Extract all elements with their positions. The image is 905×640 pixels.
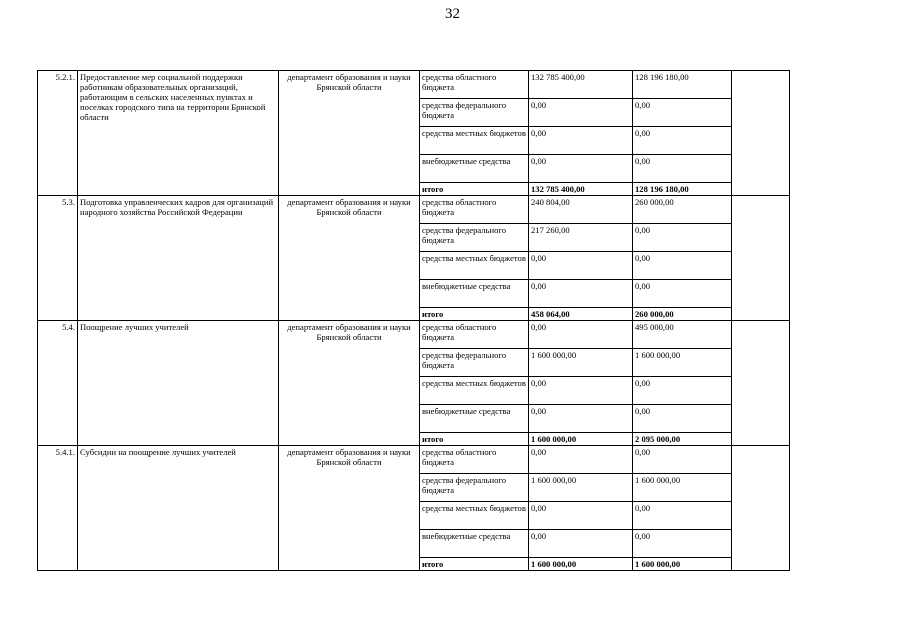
value-cell: 0,00 bbox=[529, 280, 633, 308]
source-label: средства местных бюджетов bbox=[420, 252, 529, 280]
value-cell: 0,00 bbox=[633, 446, 732, 474]
item-name: Поощрение лучших учителей bbox=[78, 321, 279, 446]
source-label: средства местных бюджетов bbox=[420, 377, 529, 405]
item-name: Субсидии на поощрение лучших учителей bbox=[78, 446, 279, 571]
value-cell: 217 260,00 bbox=[529, 224, 633, 252]
item-executor: департамент образования и науки Брянской области bbox=[279, 71, 420, 196]
value-cell: 0,00 bbox=[633, 502, 732, 530]
source-label: средства федерального бюджета bbox=[420, 99, 529, 127]
value-cell: 0,00 bbox=[529, 502, 633, 530]
source-label: внебюджетные средства bbox=[420, 405, 529, 433]
page-number: 32 bbox=[445, 6, 460, 22]
total-value: 1 600 000,00 bbox=[529, 558, 633, 571]
value-cell: 240 804,00 bbox=[529, 196, 633, 224]
total-value: 1 600 000,00 bbox=[633, 558, 732, 571]
empty-cell bbox=[732, 321, 790, 446]
value-cell: 0,00 bbox=[529, 155, 633, 183]
table-row bbox=[38, 196, 790, 224]
empty-cell bbox=[732, 71, 790, 196]
table-row bbox=[38, 321, 790, 349]
source-label: внебюджетные средства bbox=[420, 530, 529, 558]
empty-cell bbox=[732, 446, 790, 571]
value-cell: 0,00 bbox=[529, 321, 633, 349]
value-cell: 0,00 bbox=[633, 252, 732, 280]
item-number: 5.4.1. bbox=[38, 446, 78, 571]
source-label: средства областного бюджета bbox=[420, 321, 529, 349]
item-name: Предоставление мер социальной поддержки работникам образовательных организаций, работающим в сельских населенных пунктах и поселках городского типа на территории Брянской области bbox=[78, 71, 279, 196]
value-cell: 0,00 bbox=[529, 530, 633, 558]
total-value: 128 196 180,00 bbox=[633, 183, 732, 196]
value-cell: 495 000,00 bbox=[633, 321, 732, 349]
empty-cell bbox=[732, 196, 790, 321]
value-cell: 1 600 000,00 bbox=[529, 474, 633, 502]
source-label: средства федерального бюджета bbox=[420, 474, 529, 502]
source-label: средства местных бюджетов bbox=[420, 127, 529, 155]
item-executor: департамент образования и науки Брянской области bbox=[279, 446, 420, 571]
source-label: средства федерального бюджета bbox=[420, 349, 529, 377]
value-cell: 0,00 bbox=[529, 127, 633, 155]
value-cell: 0,00 bbox=[529, 405, 633, 433]
table-row bbox=[38, 446, 790, 474]
source-label: средства областного бюджета bbox=[420, 71, 529, 99]
value-cell: 1 600 000,00 bbox=[633, 474, 732, 502]
total-label: итого bbox=[420, 433, 529, 446]
item-number: 5.2.1. bbox=[38, 71, 78, 196]
item-number: 5.4. bbox=[38, 321, 78, 446]
value-cell: 0,00 bbox=[633, 127, 732, 155]
value-cell: 128 196 180,00 bbox=[633, 71, 732, 99]
item-number: 5.3. bbox=[38, 196, 78, 321]
value-cell: 0,00 bbox=[529, 446, 633, 474]
value-cell: 260 000,00 bbox=[633, 196, 732, 224]
budget-table bbox=[37, 70, 790, 571]
value-cell: 0,00 bbox=[529, 377, 633, 405]
value-cell: 1 600 000,00 bbox=[633, 349, 732, 377]
value-cell: 0,00 bbox=[633, 224, 732, 252]
value-cell: 0,00 bbox=[633, 99, 732, 127]
item-name: Подготовка управленческих кадров для организаций народного хозяйства Российской Федерации bbox=[78, 196, 279, 321]
source-label: внебюджетные средства bbox=[420, 155, 529, 183]
total-value: 260 000,00 bbox=[633, 308, 732, 321]
table-row bbox=[38, 71, 790, 99]
total-label: итого bbox=[420, 308, 529, 321]
value-cell: 0,00 bbox=[529, 99, 633, 127]
value-cell: 132 785 400,00 bbox=[529, 71, 633, 99]
source-label: средства федерального бюджета bbox=[420, 224, 529, 252]
value-cell: 0,00 bbox=[633, 405, 732, 433]
total-value: 132 785 400,00 bbox=[529, 183, 633, 196]
total-value: 2 095 000,00 bbox=[633, 433, 732, 446]
value-cell: 0,00 bbox=[633, 280, 732, 308]
total-value: 1 600 000,00 bbox=[529, 433, 633, 446]
item-executor: департамент образования и науки Брянской области bbox=[279, 321, 420, 446]
value-cell: 1 600 000,00 bbox=[529, 349, 633, 377]
total-label: итого bbox=[420, 183, 529, 196]
item-executor: департамент образования и науки Брянской области bbox=[279, 196, 420, 321]
value-cell: 0,00 bbox=[633, 530, 732, 558]
total-label: итого bbox=[420, 558, 529, 571]
value-cell: 0,00 bbox=[633, 377, 732, 405]
total-value: 458 064,00 bbox=[529, 308, 633, 321]
source-label: средства областного бюджета bbox=[420, 446, 529, 474]
value-cell: 0,00 bbox=[633, 155, 732, 183]
source-label: средства местных бюджетов bbox=[420, 502, 529, 530]
value-cell: 0,00 bbox=[529, 252, 633, 280]
source-label: внебюджетные средства bbox=[420, 280, 529, 308]
source-label: средства областного бюджета bbox=[420, 196, 529, 224]
